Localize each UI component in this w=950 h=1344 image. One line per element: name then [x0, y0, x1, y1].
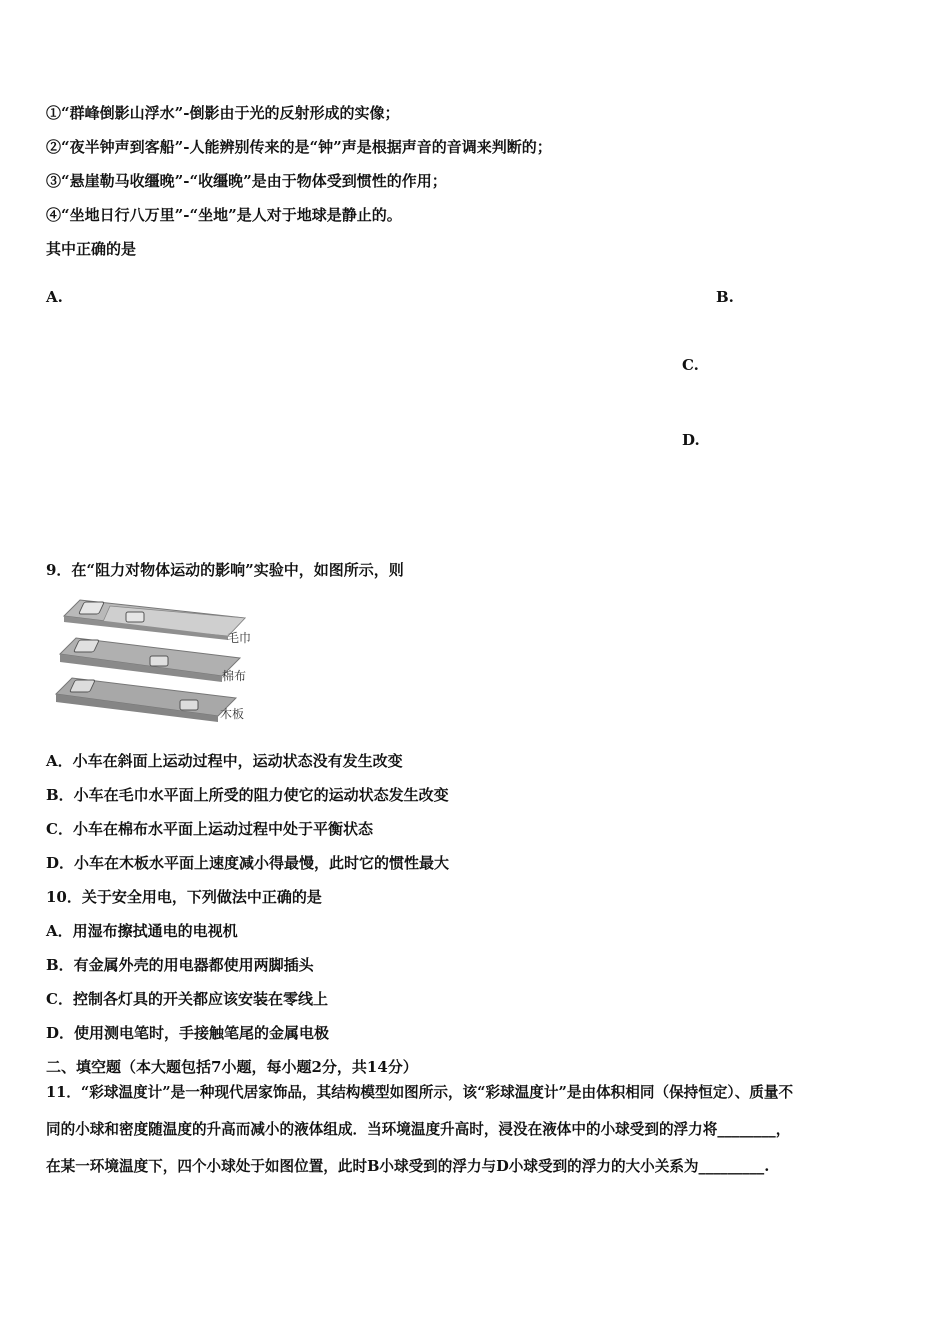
q8-option-a[interactable]: A. [46, 288, 63, 306]
statement-1: ①“群峰倒影山浮水”-倒影由于光的反射形成的实像； [46, 104, 400, 122]
q10-stem: 10．关于安全用电，下列做法中正确的是 [46, 888, 322, 906]
q11-line-1: 11．“彩球温度计”是一种现代居家饰品，其结构模型如图所示，该“彩球温度计”是由体积相同（保持恒定）、质量不 [46, 1084, 794, 1101]
statement-3: ③“悬崖勒马收缰晚”-“收缰晚”是由于物体受到惯性的作用； [46, 172, 447, 190]
label-cotton: 棉布 [222, 669, 247, 683]
q9-stem: 9．在“阻力对物体运动的影响”实验中，如图所示，则 [46, 561, 404, 579]
q9-option-a[interactable]: A．小车在斜面上运动过程中，运动状态没有发生改变 [46, 752, 403, 770]
statement-4: ④“坐地日行八万里”-“坐地”是人对于地球是静止的。 [46, 206, 402, 224]
q8-prompt: 其中正确的是 [46, 240, 137, 258]
ramp-experiment-figure [50, 594, 260, 726]
label-wood: 木板 [220, 707, 245, 721]
q9-option-c[interactable]: C．小车在棉布水平面上运动过程中处于平衡状态 [46, 820, 373, 838]
ramp-cotton [60, 638, 240, 682]
label-towel: 毛巾 [227, 631, 252, 645]
q8-option-c[interactable]: C. [682, 356, 699, 374]
q11-line-2: 同的小球和密度随温度的升高而减小的液体组成．当环境温度升高时，浸没在液体中的小球受到的浮力将________， [46, 1121, 791, 1138]
section-2-title: 二、填空题（本大题包括7小题，每小题2分，共14分） [46, 1058, 418, 1076]
q10-option-d[interactable]: D．使用测电笔时，手接触笔尾的金属电极 [46, 1024, 330, 1042]
q11-line-3: 在某一环境温度下，四个小球处于如图位置，此时B小球受到的浮力与D小球受到的浮力的大小关系为_________. [46, 1158, 770, 1175]
q9-option-b[interactable]: B．小车在毛巾水平面上所受的阻力使它的运动状态发生改变 [46, 786, 449, 804]
q9-option-d[interactable]: D．小车在木板水平面上速度减小得最慢，此时它的惯性最大 [46, 854, 450, 872]
q10-option-c[interactable]: C．控制各灯具的开关都应该安装在零线上 [46, 990, 328, 1008]
ramp-wood [56, 678, 236, 722]
q10-option-b[interactable]: B．有金属外壳的用电器都使用两脚插头 [46, 956, 314, 974]
q8-option-d[interactable]: D. [682, 431, 700, 449]
q8-option-b[interactable]: B. [716, 288, 734, 306]
statement-2: ②“夜半钟声到客船”-人能辨别传来的是“钟”声是根据声音的音调来判断的； [46, 138, 552, 156]
ramp-towel [64, 600, 245, 640]
q10-option-a[interactable]: A．用湿布擦拭通电的电视机 [46, 922, 238, 940]
